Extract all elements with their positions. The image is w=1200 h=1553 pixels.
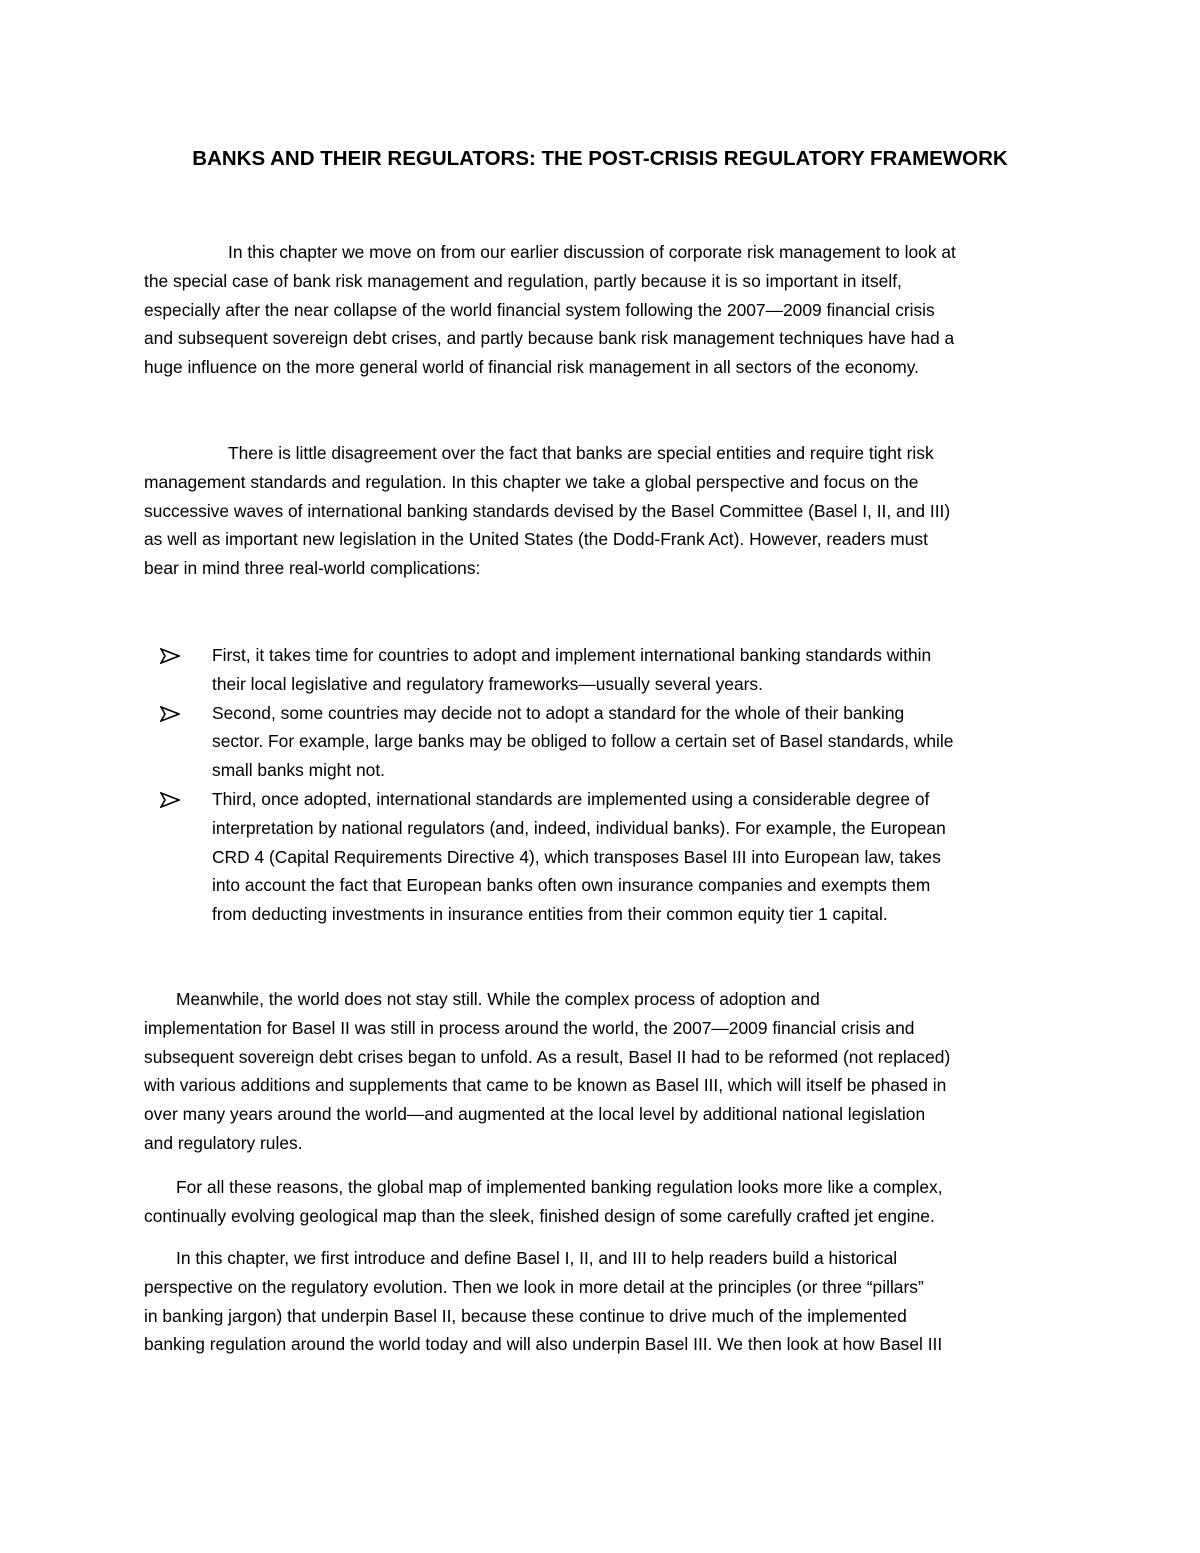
arrowhead-bullet-icon bbox=[160, 706, 180, 722]
paragraph-intro bbox=[144, 238, 1074, 382]
arrowhead-bullet-icon bbox=[160, 792, 180, 808]
text-line: continually evolving geological map than the sleek, finished design of some carefully crafted jet engine. bbox=[144, 1205, 935, 1226]
complications-list bbox=[160, 641, 1080, 929]
text-line: subsequent sovereign debt crises began to unfold. As a result, Basel II had to be reformed (not replaced) bbox=[144, 1046, 951, 1067]
text-line: banking regulation around the world today and will also underpin Basel III. We then look at how Basel III bbox=[144, 1334, 943, 1355]
text-line: huge influence on the more general world of financial risk management in all sectors of the economy. bbox=[144, 357, 919, 378]
text-line: In this chapter, we first introduce and define Basel I, II, and III to help readers build a historical bbox=[176, 1248, 898, 1268]
text-line: with various additions and supplements that came to be known as Basel III, which will itself be phased in bbox=[144, 1075, 947, 1096]
paragraph-chapter-outline bbox=[144, 1244, 1074, 1359]
arrowhead-bullet-icon bbox=[160, 648, 180, 664]
list-item bbox=[160, 699, 1080, 785]
text-line: Third, once adopted, international standards are implemented using a considerable degree of bbox=[212, 788, 930, 809]
text-line: interpretation by national regulators (and, indeed, individual banks). For example, the European bbox=[212, 817, 946, 838]
paragraph-meanwhile bbox=[144, 985, 1074, 1158]
text-line: the special case of bank risk management and regulation, partly because it is so important in itself, bbox=[144, 270, 902, 291]
text-line: management standards and regulation. In this chapter we take a global perspective and focus on the bbox=[144, 471, 919, 492]
text-line: successive waves of international banking standards devised by the Basel Committee (Basel I, II, and III) bbox=[144, 500, 951, 521]
text-line: as well as important new legislation in the United States (the Dodd-Frank Act). However, readers must bbox=[144, 529, 928, 550]
text-line: First, it takes time for countries to adopt and implement international banking standards within bbox=[212, 645, 932, 665]
text-line: Second, some countries may decide not to adopt a standard for the whole of their banking bbox=[212, 702, 905, 723]
list-item bbox=[160, 785, 1080, 929]
text-line: small banks might not. bbox=[212, 760, 386, 781]
list-item bbox=[160, 641, 1080, 699]
text-line: For all these reasons, the global map of implemented banking regulation looks more like a complex, bbox=[176, 1177, 943, 1197]
text-line: from deducting investments in insurance entities from their common equity tier 1 capital. bbox=[212, 904, 888, 925]
text-line: In this chapter we move on from our earlier discussion of corporate risk management to look at bbox=[228, 242, 956, 262]
text-line: into account the fact that European banks often own insurance companies and exempts them bbox=[212, 875, 931, 896]
paragraph-reasons bbox=[144, 1173, 1074, 1231]
text-line: bear in mind three real-world complications: bbox=[144, 558, 481, 579]
text-line: implementation for Basel II was still in process around the world, the 2007—2009 financial crisis and bbox=[144, 1017, 915, 1038]
text-line: CRD 4 (Capital Requirements Directive 4), which transposes Basel III into European law, takes bbox=[212, 846, 941, 867]
text-line: their local legislative and regulatory frameworks—usually several years. bbox=[212, 673, 763, 694]
paragraph-disagreement bbox=[144, 439, 1074, 583]
text-line: perspective on the regulatory evolution. Then we look in more detail at the principles (or three “pillars” bbox=[144, 1276, 924, 1297]
text-line: There is little disagreement over the fact that banks are special entities and require tight risk bbox=[228, 443, 934, 463]
text-line: Meanwhile, the world does not stay still. While the complex process of adoption and bbox=[176, 989, 820, 1009]
text-line: in banking jargon) that underpin Basel II, because these continue to drive much of the implemented bbox=[144, 1305, 907, 1326]
document-title: BANKS AND THEIR REGULATORS: THE POST-CRISIS REGULATORY FRAMEWORK bbox=[192, 147, 1008, 170]
text-line: especially after the near collapse of the world financial system following the 2007—2009 financial crisis bbox=[144, 299, 935, 320]
text-line: over many years around the world—and augmented at the local level by additional national legislation bbox=[144, 1104, 926, 1125]
text-line: and subsequent sovereign debt crises, and partly because bank risk management techniques have had a bbox=[144, 328, 955, 349]
text-line: and regulatory rules. bbox=[144, 1132, 303, 1153]
text-line: sector. For example, large banks may be obliged to follow a certain set of Basel standards, while bbox=[212, 731, 954, 752]
